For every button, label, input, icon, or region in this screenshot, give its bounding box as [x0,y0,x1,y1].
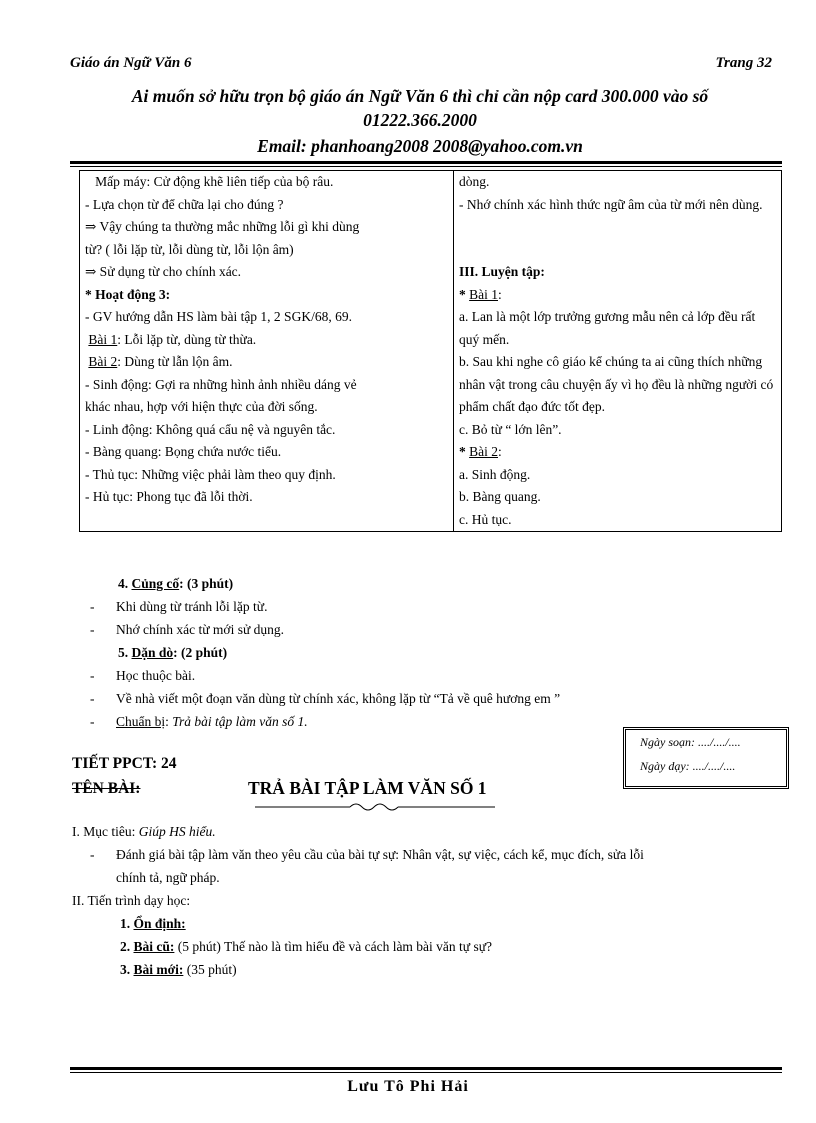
header-ad [60,84,780,132]
dando-item: - Học thuộc bài. [90,668,196,683]
cungco-item: - Khi dùng từ tránh lỗi lặp từ. [90,599,268,614]
left-tail-line: - Thủ tục: Những việc phải làm theo quy định. [85,466,336,482]
bai1-text: : Lỗi lặp từ, dùng từ thừa. [117,331,257,347]
lesson-title: TRẢ BÀI TẬP LÀM VĂN SỐ 1 [248,778,487,798]
objective-item: - Đánh giá bài tập làm văn theo yêu cầu của bài tự sự: Nhân vật, sự việc, cách kể, mục đích, sửa lỗi [90,847,644,862]
left-line: ⇒ Sử dụng từ cho chính xác. [85,264,242,279]
r-bai1-heading: * Bài 1: [459,286,502,302]
header-ad-line1: Ai muốn sở hữu trọn bộ giáo án Ngữ Văn 6 thì chỉ cần nộp card 300.000 vào số [131,86,709,106]
chuanbi-item: - Chuẩn bị: Trả bài tập làm văn số 1. [90,714,308,729]
header-email: Email: phanhoang2008 2008@yahoo.com.vn [257,136,583,156]
left-tail-line: - Sinh động: Gợi ra những hình ảnh nhiều dáng vẻ [85,376,357,392]
activity-line: - GV hướng dẫn HS làm bài tập 1, 2 SGK/68, 69. [85,309,352,324]
page-number: Trang 32 [715,55,772,71]
footer-rule-thin [70,1072,782,1073]
r-bai2-item: c. Hủ tục. [459,511,512,527]
r-bai1-item: b. Sau khi nghe cô giáo kể chúng ta ai cũng thích những nhân vật trong câu chuyện ấy vì họ đều là những người có phẩm chất đạo đức tốt đẹp. [459,354,774,414]
objectives-heading: I. Mục tiêu: Giúp HS hiểu. [72,824,216,839]
left-line: - Lựa chọn từ để chữa lại cho đúng ? [85,196,284,212]
spacer [459,216,776,261]
r-bai1-item: a. Lan là một lớp trưởng gương mẫu nên cả lớp đều rất quý mến. [459,309,756,347]
bai2-line [85,351,448,374]
objectives-section [72,820,644,981]
table-left-column [80,171,454,532]
r-bai2-item: b. Bàng quang. [459,489,541,504]
lesson-period: TIẾT PPCT: 24 [72,755,177,772]
left-tail-line: - Bàng quang: Bọng chứa nước tiểu. [85,444,282,459]
right-line: - Nhớ chính xác hình thức ngữ âm của từ mới nên dùng. [459,196,763,212]
bai1-line [85,329,448,352]
r-bai1-label: Bài 1 [469,286,498,302]
bai2-text: : Dùng từ lẫn lộn âm. [117,354,233,369]
ornament-divider-icon [255,800,495,814]
cungco-heading: 4. Củng cố: (3 phút) [118,576,234,591]
bai2-label: Bài 2 [88,354,118,369]
header-rule-thin [70,166,782,167]
objective-item-cont: chính tả, ngữ pháp. [116,870,220,885]
dando-item: - Về nhà viết một đoạn văn dùng từ chính xác, không lặp từ “Tả về quê hương em ” [90,691,561,706]
practice-title: III. Luyện tập: [459,264,545,279]
bai1-label: Bài 1 [88,331,118,347]
stamp-teaching-date: Ngày dạy: ..../..../.... [640,759,736,773]
left-tail-line: - Hủ tục: Phong tục đã lỗi thời. [85,489,253,504]
r-bai2-label: Bài 2 [469,444,498,459]
activity-label: * Hoạt động 3: [85,286,171,302]
process-step-3: 3. Bài mới: (35 phút) [120,962,237,977]
date-stamp-box [623,727,789,789]
table-right-column [454,171,782,532]
r-bai1-item: c. Bỏ từ “ lớn lên”. [459,421,562,437]
header-left: Giáo án Ngữ Văn 6 [70,55,192,71]
dando-heading: 5. Dặn dò: (2 phút) [118,645,228,660]
r-bai2-heading: * Bài 2: [459,444,502,459]
stamp-prepared-date: Ngày soạn: ..../..../.... [640,735,741,749]
left-tail-line: - Linh động: Không quá cẩu nệ và nguyên tắc. [85,421,336,437]
footer-rule [70,1067,782,1070]
cungco-item: - Nhớ chính xác từ mới sử dụng. [90,622,285,637]
r-bai2-item: a. Sinh động. [459,466,531,482]
right-line: dòng. [459,174,490,189]
process-step-2: 2. Bài cũ: (5 phút) Thế nào là tìm hiểu đề và cách làm bài văn tự sự? [120,939,493,954]
left-line: từ? ( lỗi lặp từ, lỗi dùng từ, lỗi lộn âm) [85,241,294,257]
process-step-1: 1. Ổn định: [120,916,186,931]
left-line: Mấp máy: Cử động khẽ liên tiếp của bộ râu. [85,174,334,189]
header-rule [70,161,782,164]
left-line: ⇒ Vậy chúng ta thường mắc những lỗi gì khi dùng [85,219,360,234]
cungco-section [90,572,560,733]
header-ad-line2: 01222.366.2000 [363,110,477,130]
footer-author: Lưu Tô Phi Hải [347,1078,469,1095]
lesson-name-label: TÊN BÀI: [72,780,141,797]
lesson-table [79,170,782,532]
process-heading: II. Tiến trình dạy học: [72,893,191,908]
left-tail-line: khác nhau, hợp với hiện thực của đời sống. [85,399,318,414]
